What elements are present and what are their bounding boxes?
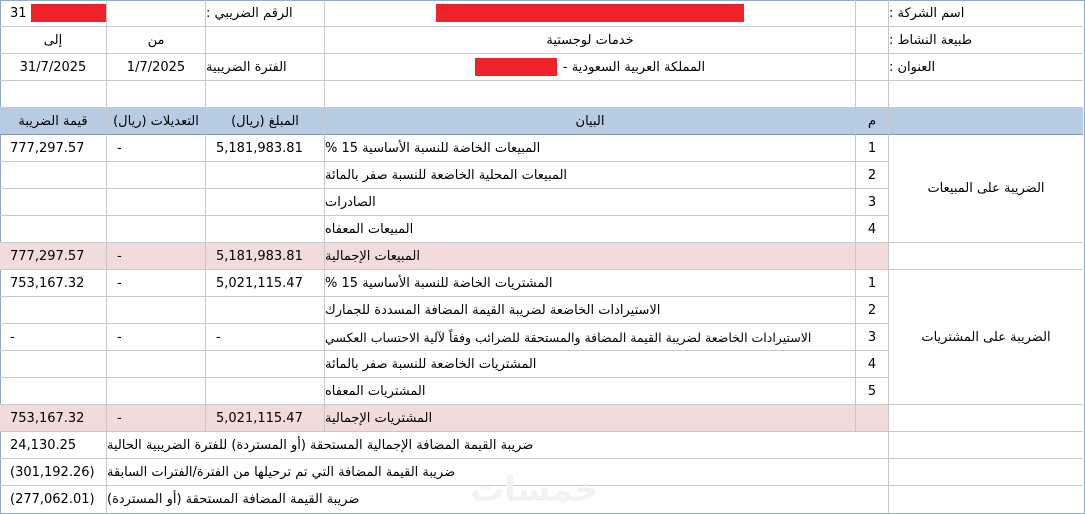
empty-cell bbox=[889, 459, 1083, 486]
sales-row-4-no: 4 bbox=[856, 216, 889, 243]
purchases-row-3-desc: الاستيرادات الخاضعة لضريبة القيمة المضافة والمستحقة للضرائب وفقاً لآلية الاحتساب العكسي bbox=[325, 324, 856, 351]
period-to bbox=[0, 54, 107, 81]
to-label: إلى bbox=[0, 27, 107, 54]
activity-value: خدمات لوجستية bbox=[325, 27, 856, 54]
purchases-row-5-desc: المشتريات المعفاه bbox=[325, 378, 856, 405]
from-label: من bbox=[107, 27, 206, 54]
purchases-row-4-tax bbox=[0, 351, 107, 378]
empty-cell bbox=[0, 81, 107, 108]
address-label: العنوان : bbox=[889, 54, 1083, 81]
redaction-bar bbox=[475, 58, 557, 76]
empty-cell bbox=[206, 81, 325, 108]
period-label: الفترة الضريبية bbox=[206, 54, 325, 81]
empty-cell bbox=[856, 0, 889, 27]
empty-cell bbox=[856, 27, 889, 54]
purchases-total-tax: 753,167.32 bbox=[0, 405, 107, 432]
purchases-row-5-no: 5 bbox=[856, 378, 889, 405]
col-header-tax: قيمة الضريبة bbox=[0, 108, 107, 135]
purchases-row-2-amount bbox=[206, 297, 325, 324]
empty-cell bbox=[889, 486, 1083, 513]
sales-row-3-amount bbox=[206, 189, 325, 216]
purchases-row-4-amount bbox=[206, 351, 325, 378]
purchases-row-1-adj: - bbox=[107, 270, 206, 297]
period-to-text: 31/7/2025 bbox=[19, 59, 87, 75]
empty-cell bbox=[107, 0, 206, 27]
purchases-row-1-amount: 5,021,115.47 bbox=[206, 270, 325, 297]
purchases-row-2-adj bbox=[107, 297, 206, 324]
empty-cell bbox=[889, 243, 1083, 270]
sales-total-adj: - bbox=[107, 243, 206, 270]
purchases-row-5-amount bbox=[206, 378, 325, 405]
company-name-value bbox=[325, 0, 856, 27]
empty-cell bbox=[889, 432, 1083, 459]
sales-row-2-no: 2 bbox=[856, 162, 889, 189]
sales-row-1-amount: 5,181,983.81 bbox=[206, 135, 325, 162]
purchases-row-3-adj: - bbox=[107, 324, 206, 351]
tax-number-value bbox=[0, 0, 107, 27]
empty-cell bbox=[856, 81, 889, 108]
purchases-row-3-no: 3 bbox=[856, 324, 889, 351]
summary-row-2-tax: (301,192.26) bbox=[0, 459, 107, 486]
watermark: خمسات bbox=[470, 470, 599, 510]
period-from bbox=[107, 54, 206, 81]
purchases-total-adj: - bbox=[107, 405, 206, 432]
redaction-bar bbox=[436, 4, 744, 22]
sales-row-3-adj bbox=[107, 189, 206, 216]
summary-row-2-desc: ضريبة القيمة المضافة التي تم ترحيلها من الفترة/الفترات السابقة bbox=[107, 459, 889, 486]
sales-row-2-adj bbox=[107, 162, 206, 189]
address-text: المملكة العربية السعودية - bbox=[562, 59, 706, 75]
sales-row-4-desc: المبيعات المعفاه bbox=[325, 216, 856, 243]
purchases-total-no bbox=[856, 405, 889, 432]
sales-row-2-tax bbox=[0, 162, 107, 189]
period-from-text: 1/7/2025 bbox=[126, 59, 186, 75]
summary-row-3-desc: ضريبة القيمة المضافة المستحقة (أو المستردة) bbox=[107, 486, 889, 513]
purchases-row-4-adj bbox=[107, 351, 206, 378]
sales-row-4-tax bbox=[0, 216, 107, 243]
sales-total-amount: 5,181,983.81 bbox=[206, 243, 325, 270]
sales-row-4-amount bbox=[206, 216, 325, 243]
tax-number-visible: 31 bbox=[10, 5, 27, 21]
empty-cell bbox=[889, 405, 1083, 432]
purchases-row-2-tax bbox=[0, 297, 107, 324]
address-value bbox=[325, 54, 856, 81]
purchases-total-amount: 5,021,115.47 bbox=[206, 405, 325, 432]
col-header-adjustments: التعديلات (ريال) bbox=[107, 108, 206, 135]
sales-total-desc: المبيعات الإجمالية bbox=[325, 243, 856, 270]
sales-row-1-tax: 777,297.57 bbox=[0, 135, 107, 162]
summary-row-3-tax: (277,062.01) bbox=[0, 486, 107, 513]
purchases-row-3-tax: - bbox=[0, 324, 107, 351]
sales-row-4-adj bbox=[107, 216, 206, 243]
purchases-row-1-no: 1 bbox=[856, 270, 889, 297]
summary-row-1-tax: 24,130.25 bbox=[0, 432, 107, 459]
purchases-row-1-desc: المشتريات الخاضة للنسبة الأساسية 15 % bbox=[325, 270, 856, 297]
col-header-amount: المبلغ (ريال) bbox=[206, 108, 325, 135]
sales-row-2-desc: المبيعات المحلية الخاضعة للنسبة صفر بالمائة bbox=[325, 162, 856, 189]
purchases-row-4-desc: المشتريات الخاضعة للنسبة صفر بالمائة bbox=[325, 351, 856, 378]
empty-cell bbox=[206, 27, 325, 54]
sales-row-2-amount bbox=[206, 162, 325, 189]
purchases-row-5-adj bbox=[107, 378, 206, 405]
sales-total-no bbox=[856, 243, 889, 270]
col-header-no: م bbox=[856, 108, 889, 135]
purchases-row-2-no: 2 bbox=[856, 297, 889, 324]
col-header-section bbox=[889, 108, 1083, 135]
sales-total-tax: 777,297.57 bbox=[0, 243, 107, 270]
sales-row-3-desc: الصادرات bbox=[325, 189, 856, 216]
sales-row-1-no: 1 bbox=[856, 135, 889, 162]
tax-number-label: الرقم الضريبي : bbox=[206, 0, 325, 27]
col-header-description: البيان bbox=[325, 108, 856, 135]
company-label: اسم الشركة : bbox=[889, 0, 1083, 27]
empty-cell bbox=[325, 81, 856, 108]
purchases-total-desc: المشتريات الإجمالية bbox=[325, 405, 856, 432]
redaction-bar bbox=[31, 4, 106, 22]
empty-cell bbox=[856, 54, 889, 81]
purchases-section-label: الضريبة على المشتريات bbox=[889, 270, 1083, 405]
sales-row-3-tax bbox=[0, 189, 107, 216]
purchases-row-1-tax: 753,167.32 bbox=[0, 270, 107, 297]
empty-cell bbox=[107, 81, 206, 108]
purchases-row-4-no: 4 bbox=[856, 351, 889, 378]
sales-row-1-adj: - bbox=[107, 135, 206, 162]
purchases-row-5-tax bbox=[0, 378, 107, 405]
purchases-row-3-amount: - bbox=[206, 324, 325, 351]
empty-cell bbox=[889, 81, 1083, 108]
activity-label: طبيعة النشاط : bbox=[889, 27, 1083, 54]
sales-row-1-desc: المبيعات الخاضة للنسبة الأساسية 15 % bbox=[325, 135, 856, 162]
sales-section-label: الضريبة على المبيعات bbox=[889, 135, 1083, 243]
sales-row-3-no: 3 bbox=[856, 189, 889, 216]
summary-row-1-desc: ضريبة القيمة المضافة الإجمالية المستحقة (أو المستردة) للفترة الضريبية الحالية bbox=[107, 432, 889, 459]
purchases-row-2-desc: الاستيرادات الخاضعة لضريبة القيمة المضافة المسددة للجمارك bbox=[325, 297, 856, 324]
